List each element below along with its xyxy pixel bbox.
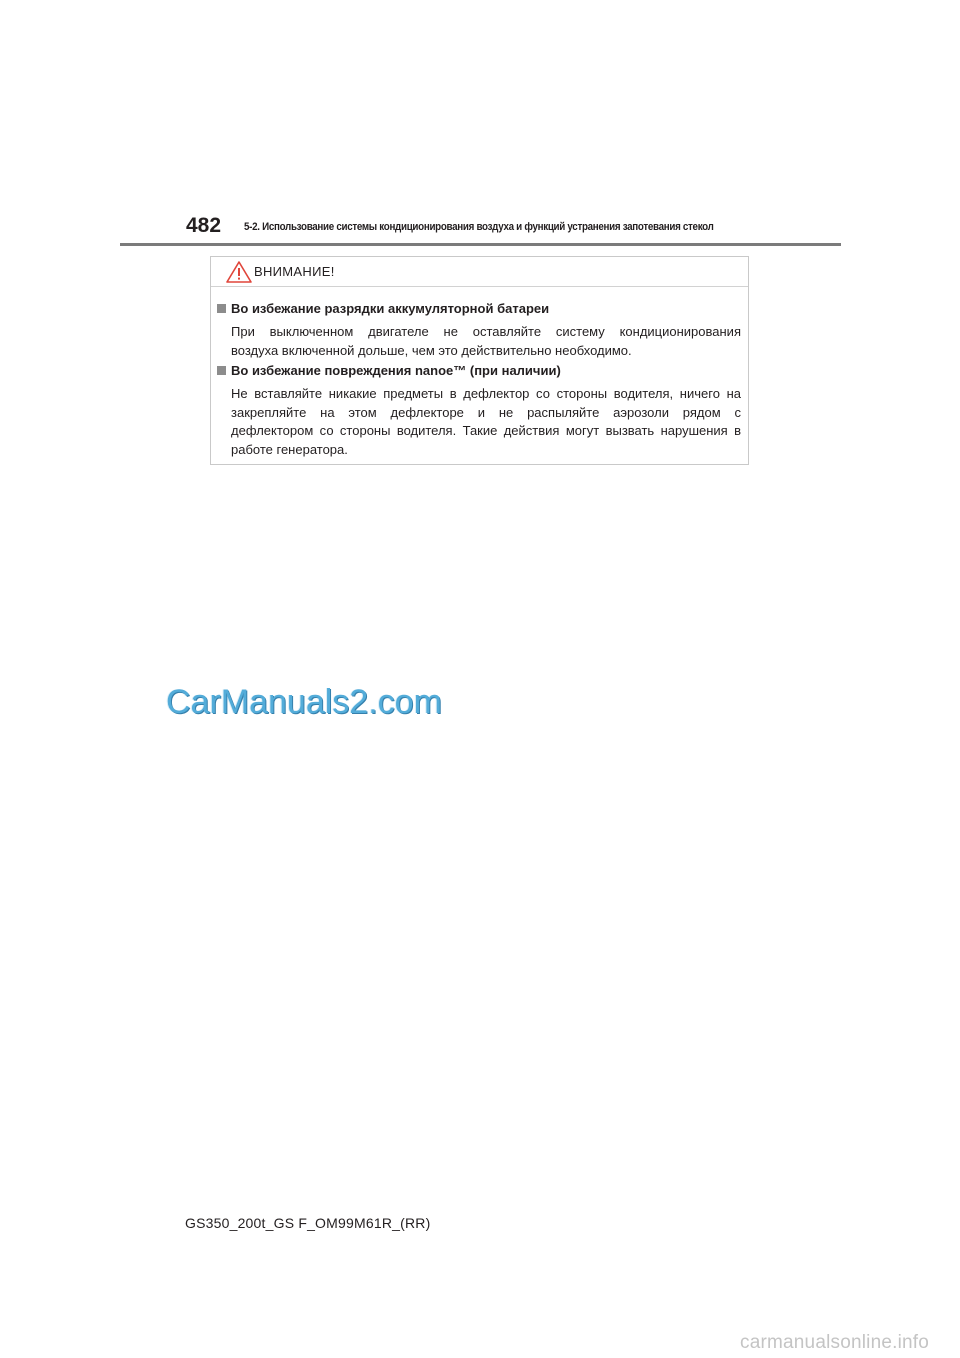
warning-item-body xyxy=(231,323,741,360)
section-title: 5-2. Использование системы кондиционирования воздуха и функций устранения запотевания стекол xyxy=(244,221,714,233)
carmanuals-watermark: CarManuals2.com xyxy=(166,683,442,721)
body-line: работе генератора. xyxy=(231,441,348,457)
body-line: При выключенном двигателе не оставляйте систему кондиционирования xyxy=(231,324,741,339)
body-line: закрепляйте на этом дефлекторе и не распыляйте аэрозоли рядом с xyxy=(231,404,741,420)
body-line: воздуха включенной дольше, чем это действительно необходимо. xyxy=(231,342,632,358)
warning-box xyxy=(210,256,749,465)
warning-item-body xyxy=(231,385,741,459)
heading-text: Во избежание разрядки аккумуляторной батареи xyxy=(231,301,550,316)
site-watermark: carmanualsonline.info xyxy=(740,1332,930,1353)
heading-text: Во избежание повреждения nanoe™ (при наличии) xyxy=(231,363,561,378)
warning-item-heading xyxy=(217,301,549,316)
header-rule xyxy=(120,243,841,246)
body-line: дефлектором со стороны водителя. Такие действия могут вызвать нарушения в xyxy=(231,423,741,438)
warning-label: ВНИМАНИЕ! xyxy=(254,264,335,279)
body-line: Не вставляйте никакие предметы в дефлектор со стороны водителя, ничего на xyxy=(231,386,741,401)
bullet-square-icon xyxy=(217,366,226,375)
footer-document-code: GS350_200t_GS F_OM99M61R_(RR) xyxy=(185,1215,431,1231)
page-number: 482 xyxy=(186,214,222,237)
bullet-square-icon xyxy=(217,304,226,313)
warning-triangle-icon xyxy=(225,260,253,284)
warning-header xyxy=(211,257,748,287)
warning-item-heading xyxy=(217,363,561,378)
